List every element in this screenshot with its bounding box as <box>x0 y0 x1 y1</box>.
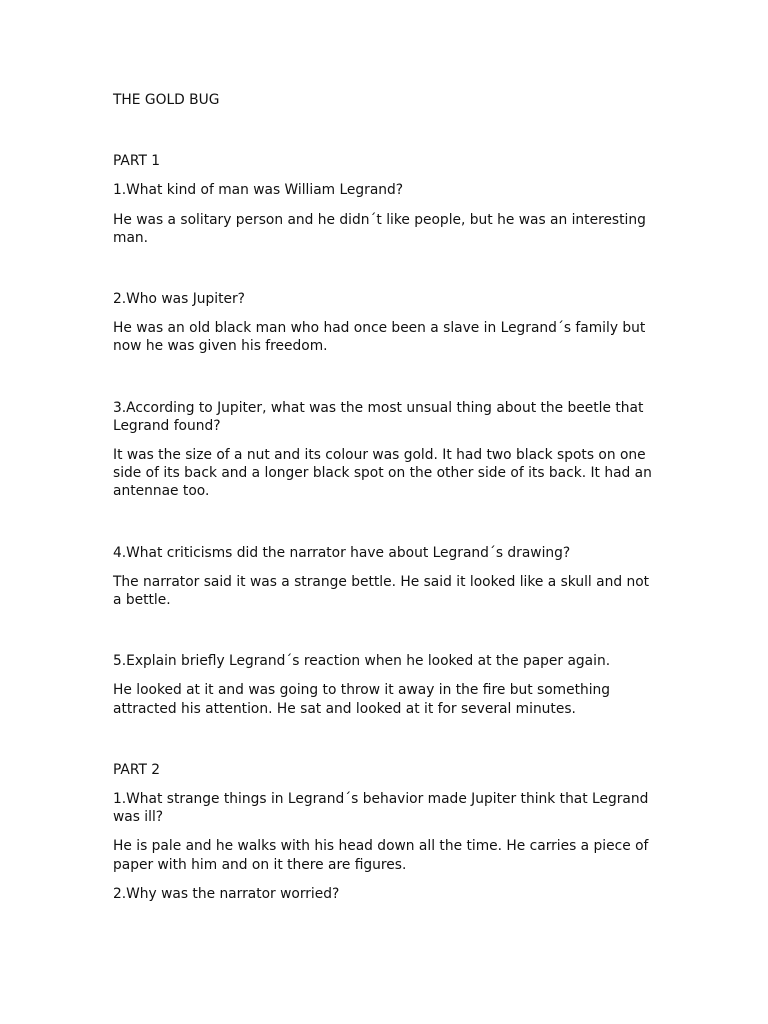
answer: He was a solitary person and he didn´t like people, but he was an interesting man. <box>113 211 646 246</box>
answer: The narrator said it was a strange bettle. He said it looked like a skull and not a bettle. <box>113 573 650 609</box>
question: 1.What kind of man was William Legrand? <box>113 182 404 199</box>
document-body <box>113 91 661 914</box>
question: 2.Why was the narrator worried? <box>113 885 340 902</box>
part-heading: PART 2 <box>113 761 161 778</box>
question: 3.According to Jupiter, what was the most unsual thing about the beetle that Legrand found? <box>113 399 644 434</box>
question: 4.What criticisms did the narrator have about Legrand´s drawing? <box>113 544 571 561</box>
answer: He was an old black man who had once been a slave in Legrand´s family but now he was given his freedom. <box>113 320 646 355</box>
document-title: THE GOLD BUG <box>113 92 220 108</box>
answer: He is pale and he walks with his head down all the time. He carries a piece of paper with him and on it there are figures. <box>113 838 649 873</box>
part-heading: PART 1 <box>113 153 161 170</box>
answer: It was the size of a nut and its colour was gold. It had two black spots on one side of its back and a longer black spot on the other side of its back. It had an antennae too. <box>113 447 652 500</box>
question: 1.What strange things in Legrand´s behavior made Jupiter think that Legrand was ill? <box>113 791 649 826</box>
question: 5.Explain briefly Legrand´s reaction when he looked at the paper again. <box>113 653 611 670</box>
question: 2.Who was Jupiter? <box>113 291 245 308</box>
answer: He looked at it and was going to throw it away in the fire but something attracted his attention. He sat and looked at it for several minutes. <box>113 682 611 717</box>
